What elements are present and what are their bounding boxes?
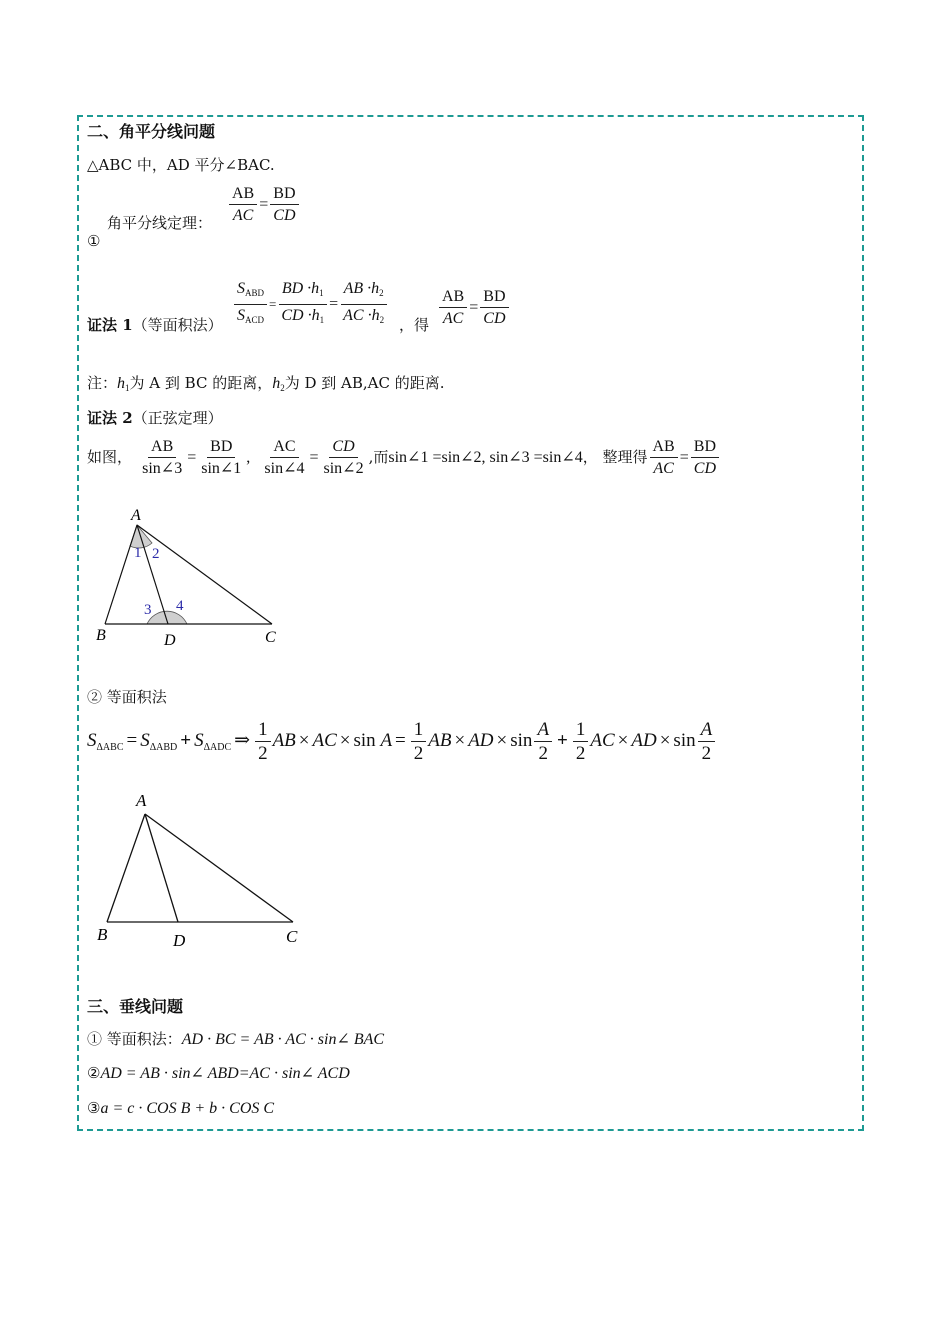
side-ac bbox=[145, 814, 293, 922]
fraction-bd-h1-cd-h1: $\frac{BD \cdot h_1}{CD \cdot h_1}$ bbox=[278, 278, 327, 331]
perp-item-2: ②AD = AB · sin∠ ABD=AC · sin∠ ACD bbox=[87, 1064, 350, 1082]
label-a: A bbox=[136, 791, 147, 810]
fraction-ab-h2-ac-h2: $\frac{AB \cdot h_2}{AC \cdot h_2}$ bbox=[340, 278, 387, 331]
angle-label-2: 2 bbox=[152, 546, 160, 562]
proof2-title: 证法 2（正弦定理） bbox=[87, 409, 223, 427]
label-c: C bbox=[286, 927, 298, 946]
proof2-formula: 如图， $\frac{AB}{\sin\angle 3}$ = $\frac{BD}{\sin\angle 1}$ , $\frac{AC}{\sin\angle 4}$ = $\frac{CD}{\sin\angle 2}$ ,而sin∠1 =sin∠2, sin∠3 =sin∠4， 整理得 $\frac{AB}{AC}$ = $\frac{BD}{CD}$ bbox=[87, 436, 721, 479]
theorem-number: ① bbox=[87, 232, 101, 250]
h1-symbol: $h_1$ bbox=[117, 375, 130, 393]
theorem-formula: $\frac{AB}{AC}$ = $\frac{BD}{CD}$ bbox=[227, 183, 301, 226]
angle-label-1: 1 bbox=[134, 545, 142, 561]
angle-label-3: 3 bbox=[144, 602, 152, 618]
segment-ad bbox=[145, 814, 178, 922]
proof1-title: 证法 1（等面积法） bbox=[87, 316, 223, 334]
label-b: B bbox=[96, 627, 106, 644]
fraction-ab-ac: $\frac{AB}{AC}$ bbox=[229, 183, 257, 226]
section-heading-perpendicular: 三、垂线问题 bbox=[87, 997, 184, 1016]
perp-item-3: ③a = c · COS B + b · COS C bbox=[87, 1099, 275, 1117]
side-ab bbox=[105, 525, 137, 624]
area-formula: $S_{\Delta ABC} = S_{\Delta ABD} + S_{\Delta ADC}$ ⇒ $\frac{1}{2}$ AB × AC × sin A = $\frac{1}{2}$ AB × AD × sin $\frac{A}{2}$ + $\frac{1}{2}$ AC × AD × sin $\frac{A}{2}$ bbox=[87, 718, 717, 765]
label-d: D bbox=[173, 931, 186, 950]
proof1-formula: $\frac{S_{ABD}}{S_{ACD}}$ = $\frac{BD \cdot h_1}{CD \cdot h_1}$ = $\frac{AB \cdot h_2}{AC \cdot h_2}$ bbox=[232, 278, 389, 331]
angle-label-4: 4 bbox=[176, 598, 184, 614]
triangle-figure-angles bbox=[90, 500, 290, 655]
triangle-figure-area bbox=[90, 786, 310, 951]
side-ac bbox=[137, 525, 272, 624]
fraction-bd-cd: $\frac{BD}{CD}$ bbox=[270, 183, 298, 226]
label-d: D bbox=[164, 632, 176, 649]
theorem-label: 角平分线定理： bbox=[107, 214, 213, 232]
label-c: C bbox=[265, 629, 276, 646]
bisector-ad bbox=[137, 525, 168, 624]
perp-item-1: ① 等面积法：AD · BC = AB · AC · sin∠ BAC bbox=[87, 1030, 385, 1048]
intro-text: △ABC 中，AD 平分∠BAC. bbox=[87, 156, 275, 174]
label-b: B bbox=[97, 925, 108, 944]
section-heading-angle-bisector: 二、角平分线问题 bbox=[87, 122, 216, 141]
proof1-de: ，得 bbox=[399, 316, 430, 334]
method2-label: ② 等面积法 bbox=[87, 688, 167, 706]
side-ab bbox=[107, 814, 145, 922]
proof1-result: $\frac{AB}{AC}$ = $\frac{BD}{CD}$ bbox=[437, 286, 511, 329]
h2-symbol: $h_2$ bbox=[272, 375, 285, 393]
note-line: 注：$h_1$为 A 到 BC 的距离，$h_2$为 D 到 AB,AC 的距离. bbox=[87, 374, 445, 393]
label-a: A bbox=[131, 507, 141, 524]
fraction-s-abd-s-acd: $\frac{S_{ABD}}{S_{ACD}}$ bbox=[234, 278, 267, 331]
